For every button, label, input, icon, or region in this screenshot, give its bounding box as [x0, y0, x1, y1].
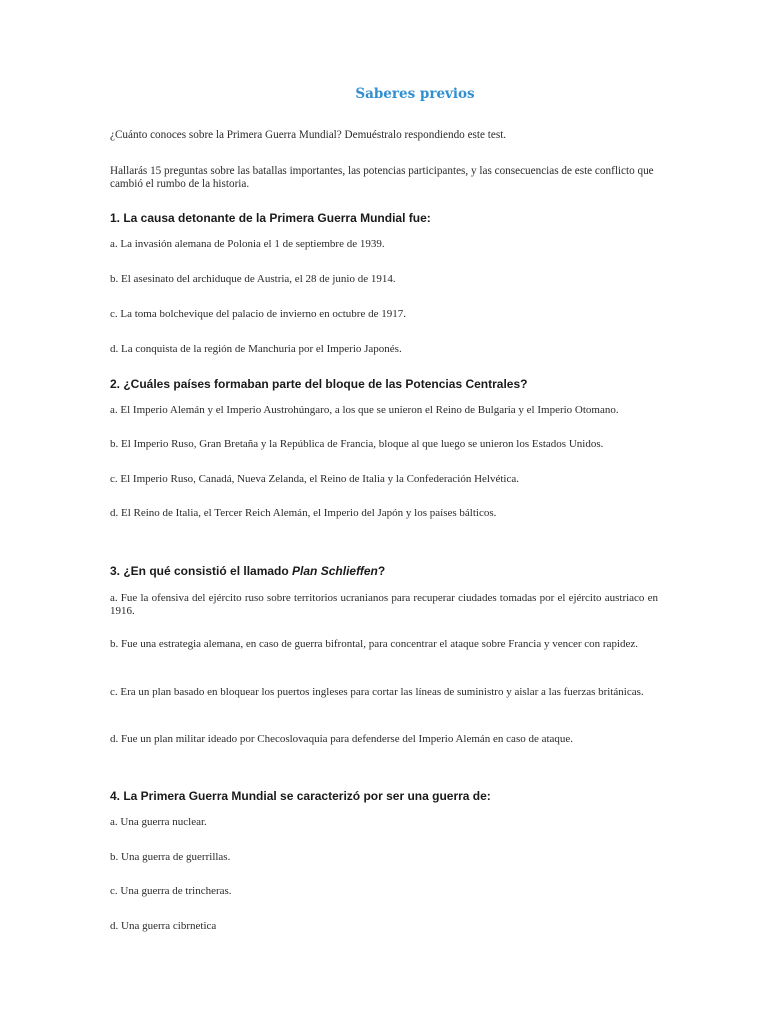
- question-3-heading-emphasis: Plan Schlieffen: [292, 564, 378, 578]
- question-2-heading: 2. ¿Cuáles países formaban parte del bloque de las Potencias Centrales?: [110, 377, 528, 391]
- question-2-option-d: d. El Reino de Italia, el Tercer Reich Alemán, el Imperio del Japón y los países bálticos.: [110, 507, 497, 519]
- question-3-heading-suffix: ?: [377, 564, 386, 578]
- intro-paragraph: Hallarás 15 preguntas sobre las batallas importantes, las potencias participantes, y las consecuencias de este conflicto que cambió el rumbo de la historia.: [110, 165, 654, 190]
- question-1-heading: 1. La causa detonante de la Primera Guerra Mundial fue:: [110, 211, 431, 225]
- question-3-option-b: b. Fue una estrategia alemana, en caso de guerra bifrontal, para concentrar el ataque sobre Francia y vencer con rapidez.: [110, 638, 639, 650]
- question-3-heading-prefix: 3. ¿En qué consistió el llamado: [110, 564, 293, 578]
- question-3-heading: [110, 564, 658, 578]
- question-2-option-a: a. El Imperio Alemán y el Imperio Austrohúngaro, a los que se unieron el Reino de Bulgaria y el Imperio Otomano.: [110, 404, 619, 416]
- page-title: Saberes previos: [355, 86, 475, 102]
- question-4-heading: 4. La Primera Guerra Mundial se caracterizó por ser una guerra de:: [110, 789, 491, 803]
- question-4-option-b: b. Una guerra de guerrillas.: [110, 851, 231, 863]
- question-2-option-c: c. El Imperio Ruso, Canadá, Nueva Zelanda, el Reino de Italia y la Confederación Helvética.: [110, 473, 519, 485]
- question-3-option-d: d. Fue un plan militar ideado por Checoslovaquia para defenderse del Imperio Alemán en caso de ataque.: [110, 733, 574, 745]
- question-1-option-c: c. La toma bolchevique del palacio de invierno en octubre de 1917.: [110, 308, 406, 320]
- question-1-option-d: d. La conquista de la región de Manchuria por el Imperio Japonés.: [110, 343, 402, 355]
- question-1-option-a: a. La invasión alemana de Polonia el 1 de septiembre de 1939.: [110, 238, 385, 250]
- question-2-option-b: b. El Imperio Ruso, Gran Bretaña y la República de Francia, bloque al que luego se unieron los Estados Unidos.: [110, 438, 604, 450]
- question-4-option-a: a. Una guerra nuclear.: [110, 816, 207, 828]
- question-4-option-d: d. Una guerra cibrnetica: [110, 920, 217, 932]
- question-3-option-c: c. Era un plan basado en bloquear los puertos ingleses para cortar las líneas de suministro y aislar a las fuerzas británicas.: [110, 686, 644, 698]
- question-1-option-b: b. El asesinato del archiduque de Austria, el 28 de junio de 1914.: [110, 273, 396, 285]
- question-3-option-a: a. Fue la ofensiva del ejército ruso sobre territorios ucranianos para recuperar ciudades tomadas por el ejército austriaco en 1916.: [110, 592, 658, 617]
- intro-paragraph: ¿Cuánto conoces sobre la Primera Guerra Mundial? Demuéstralo respondiendo este test.: [110, 129, 507, 141]
- question-4-option-c: c. Una guerra de trincheras.: [110, 885, 232, 897]
